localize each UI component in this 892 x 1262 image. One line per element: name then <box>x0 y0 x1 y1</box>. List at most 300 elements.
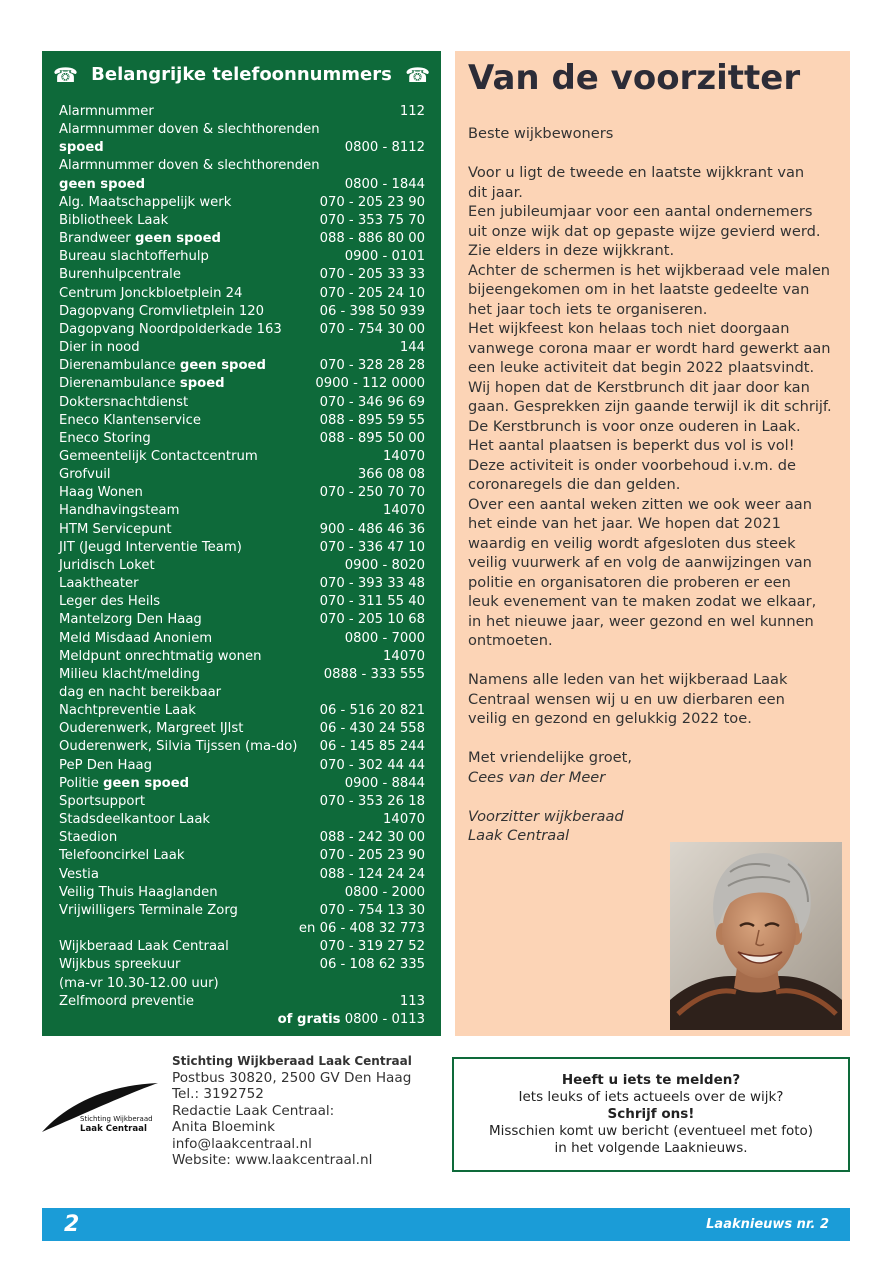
phone-row-label-text: Milieu klacht/melding <box>59 666 201 682</box>
phone-row-number <box>320 575 425 593</box>
phone-row <box>59 285 425 303</box>
letter-line: in het nieuwe jaar, weer gezond en wel kunnen <box>468 612 814 630</box>
phone-row-number <box>400 339 425 357</box>
phone-row-label-text: Bureau slachtofferhulp <box>59 249 209 265</box>
page-number: 2 <box>64 1212 80 1237</box>
signature-role <box>468 807 832 846</box>
phone-number: 088 - 242 30 00 <box>319 830 425 846</box>
phone-row <box>59 575 425 593</box>
letter-regards: Met vriendelijke groet, <box>468 749 633 767</box>
phone-row-label <box>59 339 140 357</box>
phone-row-number <box>320 829 425 847</box>
phone-row-label-text: Burenhulpcentrale <box>59 267 181 283</box>
phone-row-emphasis: geen spoed <box>179 358 266 374</box>
phone-row-label-text: PeP Den Haag <box>59 757 153 773</box>
letter-line: veilig vuurwerk af en volg de aanwijzingen van <box>468 554 812 572</box>
phone-row <box>59 412 425 430</box>
letter-line: Centraal wensen wij u en uw dierbaren een <box>468 690 785 708</box>
phone-row-emphasis: geen spoed <box>59 176 146 192</box>
phone-row-number <box>358 466 425 484</box>
phone-row-number <box>383 648 425 666</box>
phone-row-label-text: Politie <box>59 775 99 791</box>
phone-row-number <box>324 666 425 684</box>
phone-row <box>59 847 425 865</box>
phone-row <box>59 993 425 1011</box>
phone-row-label <box>59 666 200 684</box>
phone-row-label <box>59 103 154 121</box>
phone-row-label <box>59 321 282 339</box>
callout-cta: Schrijf ons! <box>607 1106 695 1122</box>
phone-number: en 06 - 408 32 773 <box>298 921 425 937</box>
phone-row <box>59 212 425 230</box>
phone-row-label-text: Meldpunt onrechtmatig wonen <box>59 648 262 664</box>
phone-row-number <box>320 394 425 412</box>
phone-row-label-text: Telefooncirkel Laak <box>59 848 185 864</box>
phone-row <box>59 266 425 284</box>
phone-row-number <box>320 702 425 720</box>
phone-row <box>59 720 425 738</box>
phone-row-label <box>59 430 151 448</box>
letter-line: een leuke activiteit dat begin 2022 plaatsvindt. <box>468 359 815 377</box>
phone-number: 088 - 895 50 00 <box>319 430 425 446</box>
phone-row-number <box>345 139 425 157</box>
phone-row <box>59 539 425 557</box>
line-spacer <box>468 787 832 807</box>
phone-row <box>59 920 425 938</box>
letter-closing <box>468 670 832 729</box>
letter-paragraphs <box>468 163 832 651</box>
phone-number: 06 - 145 85 244 <box>319 739 425 755</box>
phone-row-number <box>320 793 425 811</box>
phone-row <box>59 521 425 539</box>
phone-row <box>59 484 425 502</box>
phone-row <box>59 466 425 484</box>
phone-row <box>59 648 425 666</box>
phone-number: 088 - 886 80 00 <box>319 231 425 247</box>
phone-number: 070 - 250 70 70 <box>319 485 425 501</box>
phone-row-number-emphasis: of gratis <box>277 1011 341 1027</box>
phone-number: 070 - 393 33 48 <box>319 576 425 592</box>
phone-row-number <box>320 539 425 557</box>
phone-row-number <box>320 303 425 321</box>
phone-row-label-text: (ma-vr 10.30-12.00 uur) <box>59 975 219 991</box>
phone-row-number <box>345 884 425 902</box>
phone-row-label-text: Veilig Thuis Haaglanden <box>59 884 218 900</box>
organization-info <box>172 1053 412 1169</box>
phone-number: 0800 - 8112 <box>344 140 425 156</box>
letter-line: Achter de schermen is het wijkberaad vele malen <box>468 261 831 279</box>
callout-line: in het volgende Laaknieuws. <box>554 1140 748 1156</box>
phone-row-label <box>59 248 209 266</box>
letter-line: Het wijkfeest kon helaas toch niet doorgaan <box>468 320 790 338</box>
phone-number: 0800 - 7000 <box>344 630 425 646</box>
portrait-photo <box>670 842 842 1030</box>
phone-row-number <box>320 230 425 248</box>
phone-row-label <box>59 230 221 248</box>
phone-row-label-text: Wijkberaad Laak Centraal <box>59 939 229 955</box>
letter-line: politie en organisatoren die proberen er een <box>468 573 791 591</box>
phone-row <box>59 775 425 793</box>
phone-row-label <box>59 738 297 756</box>
letter-line: Zie elders in deze wijkkrant. <box>468 242 675 260</box>
phone-number: 070 - 346 96 69 <box>319 394 425 410</box>
phone-row <box>59 757 425 775</box>
phone-row-label <box>59 194 231 212</box>
phone-row-label-text: Alarmnummer doven & slechthorenden <box>59 122 320 138</box>
phone-number: 070 - 328 28 28 <box>319 358 425 374</box>
phone-row-number <box>315 375 425 393</box>
phone-row-emphasis: geen spoed <box>134 231 221 247</box>
phone-row-label <box>59 557 155 575</box>
letter-line: coronaregels die dan gelden. <box>468 476 681 494</box>
phone-row-number <box>320 847 425 865</box>
phone-row-number <box>383 811 425 829</box>
phone-row-label-text: Haag Wonen <box>59 485 143 501</box>
phone-row-label-text: Nachtpreventie Laak <box>59 703 196 719</box>
phone-row-label <box>59 866 99 884</box>
phone-row <box>59 557 425 575</box>
phone-row-label <box>59 829 117 847</box>
phone-row-label-text: Vrijwilligers Terminale Zorg <box>59 902 238 918</box>
phone-row-label-text: Dierenambulance <box>59 358 176 374</box>
phone-number: 0800 - 0113 <box>344 1011 425 1027</box>
phone-row <box>59 357 425 375</box>
phone-number: 900 - 486 46 36 <box>319 521 425 537</box>
phone-row <box>59 684 425 702</box>
letter-line: ontmoeten. <box>468 632 553 650</box>
issue-label: Laaknieuws nr. 2 <box>706 1217 829 1232</box>
phone-row-number <box>345 775 425 793</box>
signature-role-line: Voorzitter wijkberaad <box>468 807 624 825</box>
phone-row-number <box>320 430 425 448</box>
phone-row-emphasis: spoed <box>179 376 225 392</box>
phone-row <box>59 230 425 248</box>
phone-row <box>59 793 425 811</box>
phone-number: 06 - 516 20 821 <box>319 703 425 719</box>
phone-row <box>59 157 425 175</box>
callout-question: Iets leuks of iets actueels over de wijk? <box>518 1089 784 1105</box>
phone-row-number <box>299 920 425 938</box>
phone-number: 0800 - 1844 <box>344 176 425 192</box>
phone-row <box>59 448 425 466</box>
phone-row-number <box>320 611 425 629</box>
phone-row-number <box>345 248 425 266</box>
phone-row <box>59 103 425 121</box>
phone-row-number <box>320 212 425 230</box>
phone-row-number <box>345 176 425 194</box>
phone-list-title: Belangrijke telefoonnummers <box>91 64 392 85</box>
callout-line: Misschien komt uw bericht (eventueel met foto) <box>488 1123 814 1139</box>
callout-heading: Heeft u iets te melden? <box>561 1072 741 1088</box>
phone-row-label <box>59 993 194 1011</box>
phone-row-label <box>59 176 145 194</box>
organization-name: Stichting Wijkberaad Laak Centraal <box>172 1054 412 1068</box>
phone-row <box>59 303 425 321</box>
organization-website: Website: www.laakcentraal.nl <box>172 1152 373 1168</box>
wijkberaad-logo <box>40 1078 160 1136</box>
phone-number: 070 - 353 26 18 <box>319 793 425 809</box>
phone-row <box>59 902 425 920</box>
phone-number: 06 - 430 24 558 <box>319 721 425 737</box>
logo-text-top: Stichting Wijkberaad <box>80 1115 153 1123</box>
phone-row-label <box>59 902 238 920</box>
phone-row-label <box>59 212 168 230</box>
phone-number: 070 - 353 75 70 <box>319 212 425 228</box>
phone-row-label-text: Dagopvang Noordpolderkade 163 <box>59 321 282 337</box>
phone-row <box>59 321 425 339</box>
phone-row-label-text: Vestia <box>59 866 99 882</box>
phone-list <box>59 103 425 1029</box>
phone-row-label <box>59 121 320 139</box>
phone-row-label-text: Eneco Storing <box>59 430 151 446</box>
phone-row-label <box>59 357 266 375</box>
phone-row <box>59 593 425 611</box>
phone-row-label <box>59 611 202 629</box>
phone-row <box>59 866 425 884</box>
phone-row-number <box>320 938 425 956</box>
phone-row-label-text: JIT (Jeugd Interventie Team) <box>59 539 242 555</box>
letter-line: dit jaar. <box>468 183 523 201</box>
phone-number: 0900 - 8020 <box>344 557 425 573</box>
phone-row <box>59 194 425 212</box>
letter-line: waardig en veilig wordt afgesloten dus steek <box>468 534 796 552</box>
letter-line: uit onze wijk dat op gepaste wijze gevierd werd. <box>468 222 821 240</box>
phone-number: 088 - 124 24 24 <box>319 866 425 882</box>
phone-number: 070 - 754 13 30 <box>319 902 425 918</box>
phone-row-label-text: Sportsupport <box>59 793 146 809</box>
phone-row <box>59 394 425 412</box>
phone-row-label-text: Dagopvang Cromvlietplein 120 <box>59 303 265 319</box>
phone-number: 0900 - 112 0000 <box>315 376 425 392</box>
phone-row-label <box>59 412 201 430</box>
phone-row-label-text: Alg. Maatschappelijk werk <box>59 194 232 210</box>
phone-row-number <box>320 285 425 303</box>
phone-row-label <box>59 375 225 393</box>
phone-row <box>59 702 425 720</box>
phone-number: 06 - 108 62 335 <box>319 957 425 973</box>
phone-row-label-text: Handhavingsteam <box>59 503 180 519</box>
phone-row-label-text: Wijkbus spreekuur <box>59 957 181 973</box>
phone-number: 070 - 205 23 90 <box>319 194 425 210</box>
phone-row <box>59 829 425 847</box>
phone-row-number <box>383 502 425 520</box>
letter-body <box>468 124 832 846</box>
phone-row-label-text: Dierenambulance <box>59 376 176 392</box>
phone-row-label <box>59 502 179 520</box>
phone-number: 088 - 895 59 55 <box>319 412 425 428</box>
submit-news-callout <box>452 1057 850 1172</box>
phone-row-number <box>320 956 425 974</box>
logo-text-bottom: Laak Centraal <box>80 1124 147 1134</box>
phone-icon <box>405 60 430 90</box>
phone-row-number <box>400 993 425 1011</box>
phone-row-label-text: Eneco Klantenservice <box>59 412 201 428</box>
letter-line: bijeengekomen om in het laatste gedeelte van <box>468 281 810 299</box>
phone-number: 0888 - 333 555 <box>323 666 425 682</box>
letter-panel <box>455 51 850 1036</box>
phone-number: 14070 <box>383 812 425 828</box>
phone-row <box>59 339 425 357</box>
phone-row-label-text: Mantelzorg Den Haag <box>59 612 202 628</box>
organization-address: Postbus 30820, 2500 GV Den Haag <box>172 1069 412 1086</box>
phone-row-label-text: Centrum Jonckbloetplein 24 <box>59 285 243 301</box>
phone-row <box>59 248 425 266</box>
letter-line: het jaar toch iets te organiseren. <box>468 300 708 318</box>
phone-row-emphasis: geen spoed <box>103 775 190 791</box>
letter-line: het einde van het jaar. We hopen dat 2021 <box>468 515 781 533</box>
line-spacer <box>468 729 832 749</box>
phone-row-label <box>59 139 104 157</box>
phone-row-label-text: Zelfmoord preventie <box>59 993 195 1009</box>
letter-line: Wij hopen dat de Kerstbrunch dit jaar door kan <box>468 378 810 396</box>
phone-row-label <box>59 793 145 811</box>
phone-row-emphasis: spoed <box>59 140 104 156</box>
letter-line: Een jubileumjaar voor een aantal ondernemers <box>468 203 813 221</box>
editorial-label: Redactie Laak Centraal: <box>172 1102 335 1119</box>
letter-greeting: Beste wijkbewoners <box>468 125 614 143</box>
letter-line: gaan. Gesprekken zijn gaande terwijl ik dit schrijf. <box>468 398 832 416</box>
phone-row-label <box>59 956 180 974</box>
phone-row-label-text: Doktersnachtdienst <box>59 394 189 410</box>
letter-line: veilig en gezond en gelukkig 2022 toe. <box>468 710 752 728</box>
phone-row-number <box>320 266 425 284</box>
phone-row-label-text: Dier in nood <box>59 340 140 356</box>
phone-row-label-text: Ouderenwerk, Silvia Tijssen (ma-do) <box>59 739 298 755</box>
line-spacer <box>468 144 832 164</box>
phone-row-number <box>320 757 425 775</box>
phone-number: 070 - 336 47 10 <box>319 539 425 555</box>
phone-row-label-text: Grofvuil <box>59 467 111 483</box>
phone-row-label-text: Stadsdeelkantoor Laak <box>59 812 211 828</box>
phone-row-label <box>59 466 111 484</box>
phone-number: 14070 <box>383 648 425 664</box>
phone-number: 070 - 205 10 68 <box>319 612 425 628</box>
letter-line: Over een aantal weken zitten we ook weer aan <box>468 495 812 513</box>
phone-row-label <box>59 575 139 593</box>
page-footer <box>42 1208 850 1241</box>
editor-name: Anita Bloemink <box>172 1119 275 1135</box>
phone-row <box>59 139 425 157</box>
phone-row <box>59 884 425 902</box>
phone-row-label-text: Laaktheater <box>59 576 139 592</box>
phone-row-label <box>59 303 264 321</box>
phone-list-title-bar <box>42 60 441 90</box>
phone-row-label-text: Bibliotheek Laak <box>59 212 169 228</box>
phone-row-number <box>400 103 425 121</box>
letter-line: Namens alle leden van het wijkberaad Laak <box>468 671 788 689</box>
phone-row <box>59 121 425 139</box>
phone-number: 0900 - 0101 <box>344 249 425 265</box>
letter-line: leuk evenement van te maken zodat we elkaar, <box>468 593 817 611</box>
phone-row-label-text: Alarmnummer <box>59 104 154 119</box>
signature-name: Cees van der Meer <box>468 768 606 786</box>
phone-row-label-text: Alarmnummer doven & slechthorenden <box>59 158 320 174</box>
phone-number: 366 08 08 <box>357 467 425 483</box>
phone-row-label <box>59 720 243 738</box>
phone-row-label <box>59 394 188 412</box>
phone-row-number <box>320 593 425 611</box>
phone-number: 112 <box>399 104 425 119</box>
phone-row <box>59 630 425 648</box>
phone-number: 070 - 205 24 10 <box>319 285 425 301</box>
phone-row-label <box>59 593 160 611</box>
phone-row <box>59 502 425 520</box>
letter-line: Deze activiteit is onder voorbehoud i.v.m. de <box>468 456 797 474</box>
phone-number: 144 <box>399 340 425 356</box>
phone-row-label-text: Gemeentelijk Contactcentrum <box>59 448 258 464</box>
phone-row-label-text: Staedion <box>59 830 118 846</box>
letter-line: Het aantal plaatsen is beperkt dus vol is vol! <box>468 437 795 455</box>
phone-row <box>59 956 425 974</box>
phone-number: 070 - 205 23 90 <box>319 848 425 864</box>
phone-row-label-text: dag en nacht bereikbaar <box>59 685 222 700</box>
phone-numbers-panel <box>42 51 441 1036</box>
phone-row-label <box>59 702 196 720</box>
phone-row-label <box>59 521 172 539</box>
phone-number: 0900 - 8844 <box>344 775 425 791</box>
signature-role-line: Laak Centraal <box>468 827 570 845</box>
organization-email: info@laakcentraal.nl <box>172 1135 312 1152</box>
phone-row-label-text: Ouderenwerk, Margreet IJlst <box>59 721 244 737</box>
phone-row-label <box>59 775 189 793</box>
phone-number: 070 - 302 44 44 <box>319 757 425 773</box>
phone-row-label <box>59 811 210 829</box>
phone-row-label <box>59 539 242 557</box>
phone-number: 14070 <box>383 448 425 464</box>
phone-row <box>59 666 425 684</box>
phone-row-number <box>320 720 425 738</box>
phone-row-number <box>320 738 425 756</box>
phone-row-number <box>278 1011 425 1029</box>
organization-phone: Tel.: 3192752 <box>172 1086 264 1102</box>
phone-row-label <box>59 448 258 466</box>
phone-row-label-text: Meld Misdaad Anoniem <box>59 630 213 646</box>
phone-row-label <box>59 648 261 666</box>
phone-row <box>59 430 425 448</box>
phone-row <box>59 975 425 993</box>
phone-row-label <box>59 884 218 902</box>
phone-row-number <box>383 448 425 466</box>
phone-number: 0800 - 2000 <box>344 884 425 900</box>
phone-number: 14070 <box>383 503 425 519</box>
phone-row-label-text: Juridisch Loket <box>59 557 155 573</box>
letter-line: vanwege corona maar er wordt hard gewerkt aan <box>468 339 831 357</box>
phone-row-label <box>59 975 219 993</box>
phone-row <box>59 738 425 756</box>
phone-row <box>59 811 425 829</box>
phone-row-number <box>320 484 425 502</box>
phone-number: 070 - 311 55 40 <box>319 594 425 610</box>
phone-row-label <box>59 938 229 956</box>
phone-row <box>59 176 425 194</box>
phone-number: 070 - 319 27 52 <box>319 939 425 955</box>
phone-row-number <box>320 194 425 212</box>
phone-row-label <box>59 484 143 502</box>
phone-row-label <box>59 757 152 775</box>
letter-title: Van de voorzitter <box>468 58 801 98</box>
phone-row-label <box>59 847 184 865</box>
phone-row-number <box>320 866 425 884</box>
phone-row-label <box>59 285 242 303</box>
phone-row-label-text: HTM Servicepunt <box>59 521 172 537</box>
phone-row-number <box>320 412 425 430</box>
phone-row-label <box>59 684 221 702</box>
phone-row-label <box>59 630 212 648</box>
phone-row-label-text: Brandweer <box>59 231 131 247</box>
phone-row-label <box>59 157 320 175</box>
phone-row-number <box>320 321 425 339</box>
phone-row <box>59 938 425 956</box>
